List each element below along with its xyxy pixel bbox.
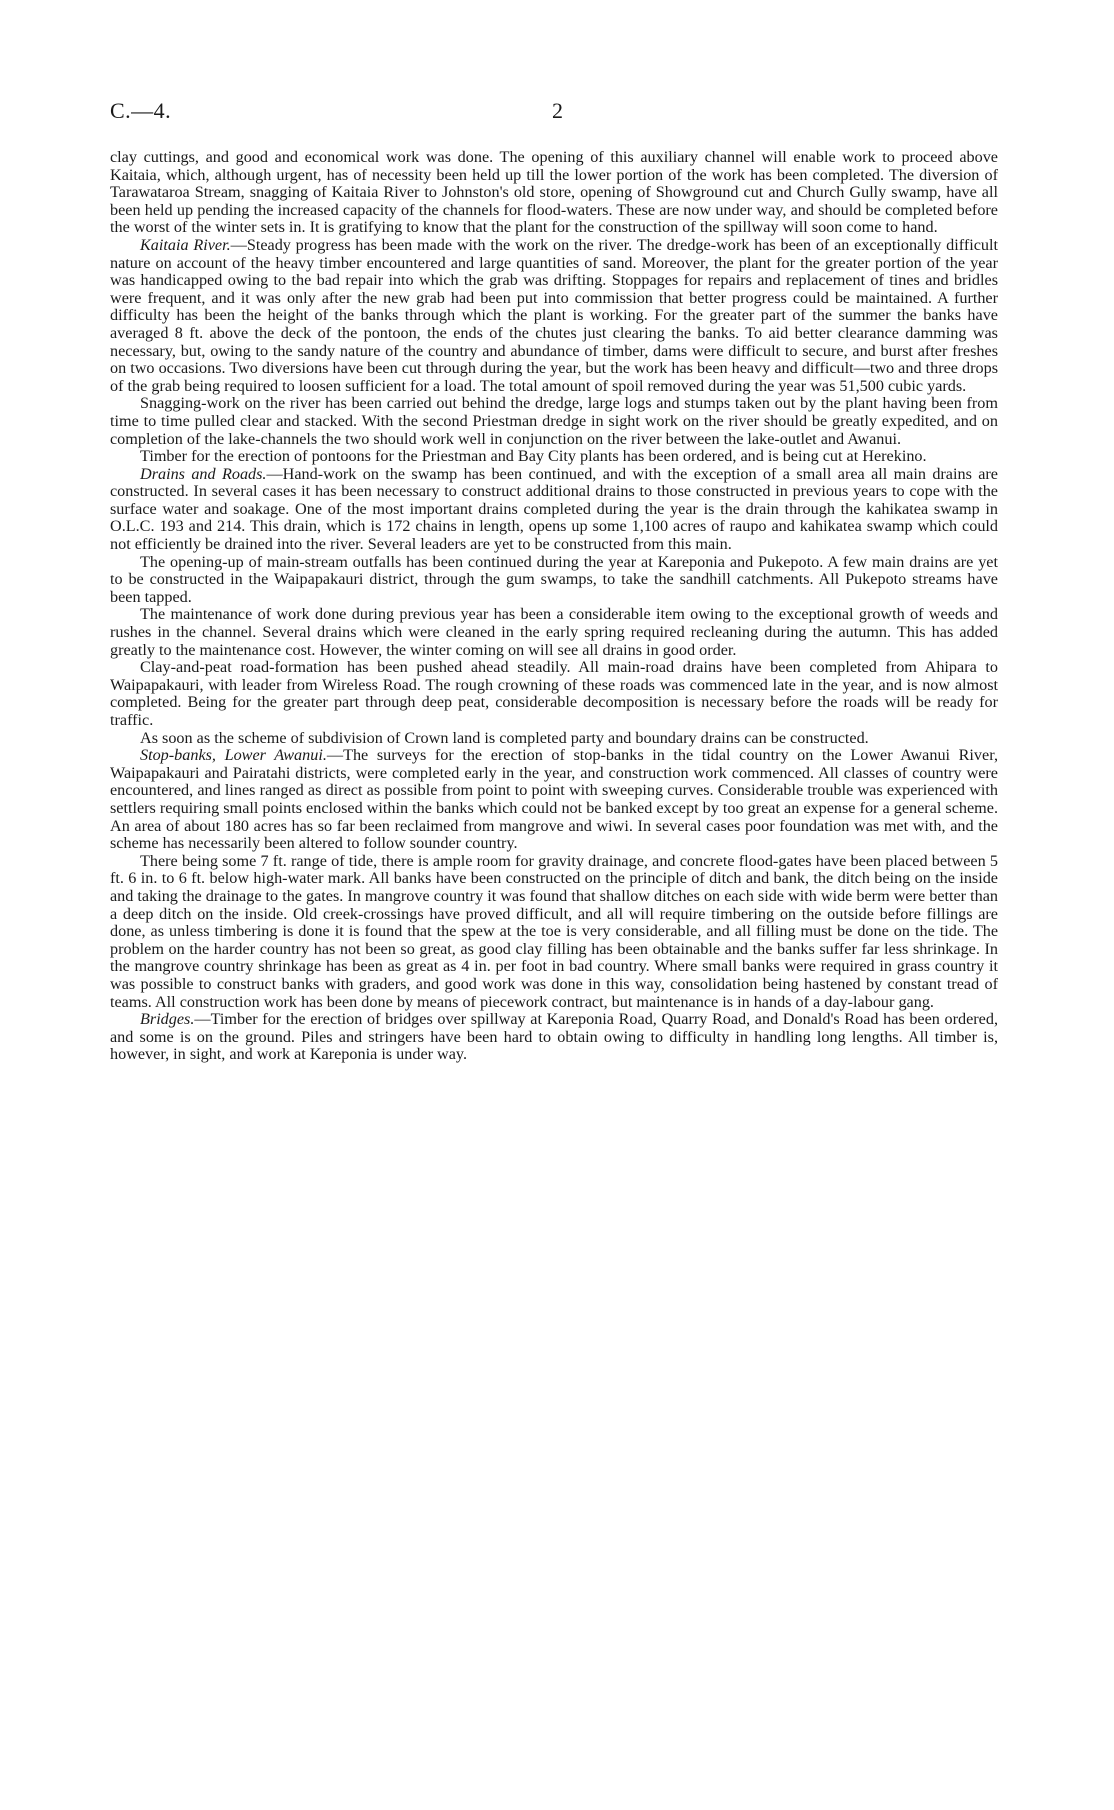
section-heading-stop-banks: Stop-banks, Lower Awanui.: [140, 746, 327, 765]
paragraph-timber-pontoons: [110, 448, 998, 466]
paragraph-text: There being some 7 ft. range of tide, there is ample room for gravity drainage, and concrete flood-gates have been placed between 5 ft. 6 in. to 6 ft. below high-water mark. All banks have been constructed on the principle of ditch and bank, the ditch being on the inside and taking the drainage to the gates. In mangrove country it was found that shallow ditches on each side with wide berm were better than a deep ditch on the inside. Old creek-crossings have proved difficult, and all will require timbering on the outside before fillings are done, as unless timbering is done it is found that the spew at the toe is very considerable, and all filling must be done on the tide. The problem on the harder country has not been so great, as good clay filling has been obtainable and the banks suffer far less shrinkage. In the mangrove country shrinkage has been as great as 4 in. per foot in bad country. Where small banks were required in grass country it was possible to construct banks with graders, and good work was done in this way, consolidation being hastened by constant tread of teams. All construction work has been done by means of piecework contract, but maintenance is in hands of a day-labour gang.: [110, 851, 998, 1011]
paragraph-text: The opening-up of main-stream outfalls has been continued during the year at Kareponia and Pukepoto. A few main drains are yet to be constructed in the Waipapakauri district, through the gum swamps, to take the sandhill catchments. All Pukepoto streams have been tapped.: [110, 552, 998, 606]
page-header: [110, 98, 998, 132]
paragraph-subdivision: [110, 730, 998, 748]
paragraph-bridges: [110, 1011, 998, 1064]
paragraph-road-formation: [110, 659, 998, 729]
paragraph-text: clay cuttings, and good and economical work was done. The opening of this auxiliary channel will enable work to proceed above Kaitaia, which, although urgent, has of necessity been held up till the lower portion of the work has been completed. The diversion of Tarawataroa Stream, snagging of Kaitaia River to Johnston's old store, opening of Showground cut and Church Gully swamp, have all been held up pending the increased capacity of the channels for flood-waters. These are now under way, and should be completed before the worst of the winter sets in. It is gratifying to know that the plant for the construction of the spillway will soon come to hand.: [110, 148, 998, 237]
document-reference: C.—4.: [110, 98, 172, 123]
paragraph-text: —Hand-work on the swamp has been continued, and with the exception of a small area all main drains are constructed. In several cases it has been necessary to construct additional drains to those constructed in previous years to cope with the surface water and soakage. One of the most important drains completed during the year is the drain through the kahikatea swamp in O.L.C. 193 and 214. This drain, which is 172 chains in length, opens up some 1,100 acres of raupo and kahikatea swamp which could not efficiently be drained into the river. Several leaders are yet to be constructed from this main.: [110, 464, 998, 554]
paragraph-text: The maintenance of work done during previous year has been a considerable item owing to the exceptional growth of weeds and rushes in the channel. Several drains which were cleaned in the early spring required recleaning during the autumn. This has added greatly to the maintenance cost. However, the winter coming on will see all drains in good order.: [110, 605, 998, 659]
section-heading-drains-and-roads: Drains and Roads.: [140, 464, 267, 483]
paragraph-continuation: [110, 149, 998, 237]
paragraph-stop-banks: [110, 747, 998, 853]
paragraph-text: —Steady progress has been made with the work on the river. The dredge-work has been of an exceptionally difficult nature on account of the heavy timber encountered and large quantities of sand. Moreover, the plant for the greater portion of the year was handicapped owing to the bad repair into which the grab was drifting. Stoppages for repairs and replacement of tines and bridles were frequent, and it was only after the new grab had been put into commission that better progress could be maintained. A further difficulty has been the height of the banks through which the plant is working. For the greater part of the summer the banks have averaged 8 ft. above the deck of the pontoon, the ends of the chutes just clearing the banks. To aid better clearance damming was necessary, but, owing to the sandy nature of the country and abundance of timber, dams were difficult to secure, and burst after freshes on two occasions. Two diversions have been cut through during the year, but the work has been heavy and difficult—two and three drops of the grab being required to loosen sufficient for a load. The total amount of spoil removed during the year was 51,500 cubic yards.: [110, 235, 998, 395]
section-heading-kaitaia-river: Kaitaia River.: [140, 235, 231, 254]
paragraph-text: Clay-and-peat road-formation has been pushed ahead steadily. All main-road drains have been completed from Ahipara to Waipapakauri, with leader from Wireless Road. The rough crowning of these roads was commenced late in the year, and is now almost completed. Being for the greater part through deep peat, considerable decomposition is necessary before the roads will be ready for traffic.: [110, 658, 998, 729]
paragraph-text: As soon as the scheme of subdivision of Crown land is completed party and boundary drains can be constructed.: [140, 728, 869, 747]
section-heading-bridges: Bridges.: [140, 1010, 195, 1029]
page-number: 2: [552, 98, 563, 123]
paragraph-text: —The surveys for the erection of stop-banks in the tidal country on the Lower Awanui River, Waipapakauri and Pairatahi districts, were completed early in the year, and construction work commenced. All classes of country were encountered, and lines ranged as direct as possible from point to point with sweeping curves. Considerable trouble was experienced with settlers requiring small points enclosed within the banks which could not be banked except by too great an expense for a general scheme. An area of about 180 acres has so far been reclaimed from mangrove and wiwi. In several cases poor foundation was met with, and the scheme has necessarily been altered to follow sounder country.: [110, 746, 998, 853]
body-text: [110, 149, 998, 1064]
paragraph-text: Snagging-work on the river has been carried out behind the dredge, large logs and stumps taken out by the plant having been from time to time pulled clear and stacked. With the second Priestman dredge in sight work on the river should be greatly expedited, and on completion of the lake-channels the two should work well in conjunction on the river between the lake-outlet and Awanui.: [110, 394, 998, 448]
paragraph-tide-drainage: [110, 853, 998, 1011]
paragraph-text: Timber for the erection of pontoons for the Priestman and Bay City plants has been ordered, and is being cut at Herekino.: [140, 447, 927, 466]
paragraph-kaitaia-river: [110, 237, 998, 395]
paragraph-drains-and-roads: [110, 466, 998, 554]
paragraph-text: —Timber for the erection of bridges over spillway at Kareponia Road, Quarry Road, and Donald's Road has been ordered, and some is on the ground. Piles and stringers have been hard to obtain owing to difficulty in handling long lengths. All timber is, however, in sight, and work at Kareponia is under way.: [110, 1010, 998, 1064]
paragraph-main-stream-outfalls: [110, 554, 998, 607]
paragraph-maintenance: [110, 606, 998, 659]
paragraph-snagging: [110, 395, 998, 448]
